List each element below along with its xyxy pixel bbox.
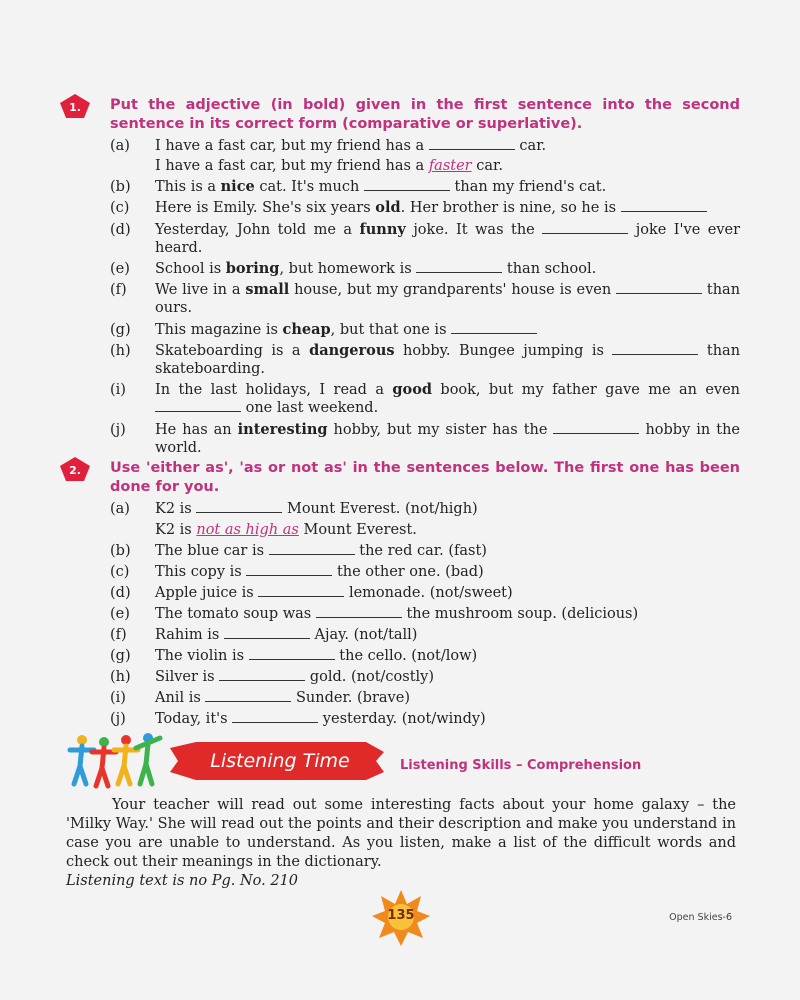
q2-example-line2: K2 is	[155, 522, 192, 538]
q1-item-text-mid: house, but my grandparents' house is even	[294, 282, 612, 298]
answer-blank[interactable]	[258, 584, 344, 597]
q1-item	[110, 342, 740, 378]
page-number-badge	[371, 888, 431, 948]
q1-item-label: (d)	[110, 222, 131, 238]
answer-blank[interactable]	[616, 281, 702, 294]
answer-blank[interactable]	[232, 710, 318, 723]
listening-paragraph: Your teacher will read out some interesting facts about your home galaxy – the 'Milky Way.' She will read out the points and their description and make you understand in case you are unable to understand. As you listen, make a list of the difficult words and check out their meanings in the dictionary.	[66, 797, 736, 870]
q2-item-label: (f)	[110, 627, 127, 643]
q1-item-adjective: cheap	[282, 321, 331, 338]
q1-item-text-end: hobby in the world.	[155, 422, 740, 456]
q1-item-text-mid: joke. It was the	[413, 222, 535, 238]
q1-item-adjective: boring	[225, 260, 280, 277]
q1-item-text: This is a	[155, 179, 217, 195]
q2-number-badge	[60, 457, 90, 481]
q1-item-adjective: small	[245, 281, 290, 298]
q2-item	[110, 626, 740, 644]
q2-item-text: This copy is	[155, 564, 242, 580]
q2-item-label: (e)	[110, 606, 130, 622]
q2-item-text-end: the cello. (not/low)	[339, 648, 478, 664]
q2-item-text-end: lemonade. (not/sweet)	[348, 585, 513, 601]
q2-item-label: (b)	[110, 543, 131, 559]
q2-example	[110, 500, 740, 539]
q1-item-text-mid: cat. It's much	[259, 179, 360, 195]
q1-example	[110, 137, 740, 175]
q1-item-text: We live in a	[155, 282, 241, 298]
q2-item-text-end: the mushroom soup. (delicious)	[406, 606, 639, 622]
q1-item-text: Yesterday, John told me a	[155, 222, 353, 238]
answer-blank[interactable]	[219, 668, 305, 681]
q2-instruction: Use 'either as', 'as or not as' in the sentences below. The first one has been done for you.	[110, 460, 740, 495]
q1-item	[110, 178, 740, 196]
q1-item	[110, 381, 740, 417]
q1-item-text: He has an	[155, 422, 232, 438]
q1-item-text: This magazine is	[155, 322, 278, 338]
q2-item-label: (d)	[110, 585, 131, 601]
q2-item	[110, 689, 740, 707]
q1-example-line1: I have a fast car, but my friend has a	[155, 138, 425, 154]
q1-item-label: (i)	[110, 382, 126, 398]
q2-item-text-end: Ajay. (not/tall)	[314, 627, 418, 643]
children-figures-icon	[70, 733, 160, 786]
q1-item-adjective: good	[392, 381, 433, 398]
q1-item-text-end: than my friend's cat.	[454, 179, 607, 195]
q1-item-text-mid: hobby. Bungee jumping is	[403, 343, 604, 359]
q2-example-answer: not as high as	[196, 522, 299, 538]
q2-item-label: (c)	[110, 564, 130, 580]
q2-item	[110, 710, 740, 728]
answer-blank[interactable]	[155, 399, 241, 412]
q1-example-line2: I have a fast car, but my friend has a	[155, 158, 425, 174]
q1-item-text-end: than school.	[506, 261, 597, 277]
q1-instruction: Put the adjective (in bold) given in the first sentence into the second sentence in its correct form (comparative or superlative).	[110, 97, 740, 132]
answer-blank[interactable]	[542, 221, 628, 234]
answer-blank[interactable]	[429, 137, 515, 150]
q1-example-line1-end: car.	[519, 138, 547, 154]
q2-item-text: Anil is	[155, 690, 201, 706]
answer-blank[interactable]	[621, 199, 707, 212]
q1-item	[110, 421, 740, 457]
answer-blank[interactable]	[196, 500, 282, 513]
q1-item	[110, 221, 740, 257]
q1-item-adjective: nice	[220, 178, 255, 195]
q2-item	[110, 584, 740, 602]
listening-time-title: Listening Time	[210, 750, 350, 772]
answer-blank[interactable]	[205, 689, 291, 702]
q1-item-label: (e)	[110, 261, 130, 277]
q1-item-text-mid: hobby, but my sister has the	[333, 422, 548, 438]
q1-item-adjective: old	[375, 199, 401, 216]
q1-item-text-end: than ours.	[155, 282, 741, 316]
answer-blank[interactable]	[364, 178, 450, 191]
listening-subtitle: Listening Skills – Comprehension	[400, 758, 642, 773]
q2-item-label: (g)	[110, 648, 131, 664]
q1-item-adjective: funny	[359, 221, 406, 238]
q1-item-text-mid: book, but my father gave me an even	[440, 382, 741, 398]
q1-example-line2-end: car.	[476, 158, 503, 174]
q1-example-answer: faster	[428, 158, 472, 174]
q1-item-label: (c)	[110, 200, 130, 216]
q1-item	[110, 321, 740, 339]
book-footer: Open Skies-6	[669, 912, 732, 923]
q2-item-text: The violin is	[155, 648, 245, 664]
q1-item-text-mid: , but that one is	[330, 322, 447, 338]
q2-example-line1: K2 is	[155, 501, 192, 517]
q1-item-label: (f)	[110, 282, 127, 298]
q2-item	[110, 605, 740, 623]
q2-item-text: The tomato soup was	[155, 606, 312, 622]
q2-item-text: Silver is	[155, 669, 215, 685]
q2-example-label: (a)	[110, 501, 130, 517]
q1-item-label: (g)	[110, 322, 131, 338]
q1-number-badge	[60, 94, 90, 118]
q1-number: 1.	[69, 101, 81, 114]
q1-item-text-end: joke I've ever heard.	[155, 222, 741, 256]
q2-item-text-end: the other one. (bad)	[336, 564, 484, 580]
q2-example-line2-end: Mount Everest.	[303, 522, 417, 538]
q1-heading	[60, 96, 740, 134]
q2-item-text: Rahim is	[155, 627, 220, 643]
q2-item-text-end: the red car. (fast)	[359, 543, 487, 559]
q1-item-adjective: dangerous	[309, 342, 395, 359]
q1-example-label: (a)	[110, 138, 130, 154]
q1-item	[110, 260, 740, 278]
q2-item	[110, 563, 740, 581]
q1-item-text: Skateboarding is a	[155, 343, 301, 359]
q2-item-text: Today, it's	[155, 711, 228, 727]
q1-item-text: Here is Emily. She's six years	[155, 200, 371, 216]
q2-item-label: (h)	[110, 669, 131, 685]
q2-heading	[60, 459, 740, 497]
q2-item	[110, 668, 740, 686]
q2-item-text-end: Sunder. (brave)	[296, 690, 410, 706]
q2-item-label: (i)	[110, 690, 126, 706]
answer-blank[interactable]	[316, 605, 402, 618]
q2-example-line1-end: Mount Everest. (not/high)	[286, 501, 478, 517]
q2-item-text: The blue car is	[155, 543, 265, 559]
q1-item	[110, 199, 740, 217]
q1-item-text-mid: . Her brother is nine, so he is	[400, 200, 617, 216]
q2-item-text-end: yesterday. (not/windy)	[322, 711, 486, 727]
q2-item	[110, 647, 740, 665]
q1-item-label: (j)	[110, 422, 126, 438]
answer-blank[interactable]	[451, 321, 537, 334]
q1-item-label: (b)	[110, 179, 131, 195]
q1-item-text-mid: , but homework is	[279, 261, 412, 277]
q2-item-text-end: gold. (not/costly)	[309, 669, 435, 685]
answer-blank[interactable]	[416, 260, 502, 273]
answer-blank[interactable]	[224, 626, 310, 639]
q1-item-label: (h)	[110, 343, 131, 359]
q1-item-text-end: than skateboarding.	[155, 343, 741, 377]
q1-item	[110, 281, 740, 317]
q1-item-text-end: one last weekend.	[245, 400, 379, 416]
page-number: 135	[387, 908, 415, 923]
answer-blank[interactable]	[553, 421, 639, 434]
q1-item-text: School is	[155, 261, 222, 277]
answer-blank[interactable]	[249, 647, 335, 660]
answer-blank[interactable]	[246, 563, 332, 576]
q2-number: 2.	[69, 464, 81, 477]
q2-item-label: (j)	[110, 711, 126, 727]
q1-item-text: In the last holidays, I read a	[155, 382, 384, 398]
answer-blank[interactable]	[612, 342, 698, 355]
q2-item-text: Apple juice is	[155, 585, 254, 601]
listening-reference: Listening text is no Pg. No. 210	[66, 873, 299, 889]
q2-item	[110, 542, 740, 560]
q1-item-adjective: interesting	[237, 421, 328, 438]
answer-blank[interactable]	[269, 542, 355, 555]
